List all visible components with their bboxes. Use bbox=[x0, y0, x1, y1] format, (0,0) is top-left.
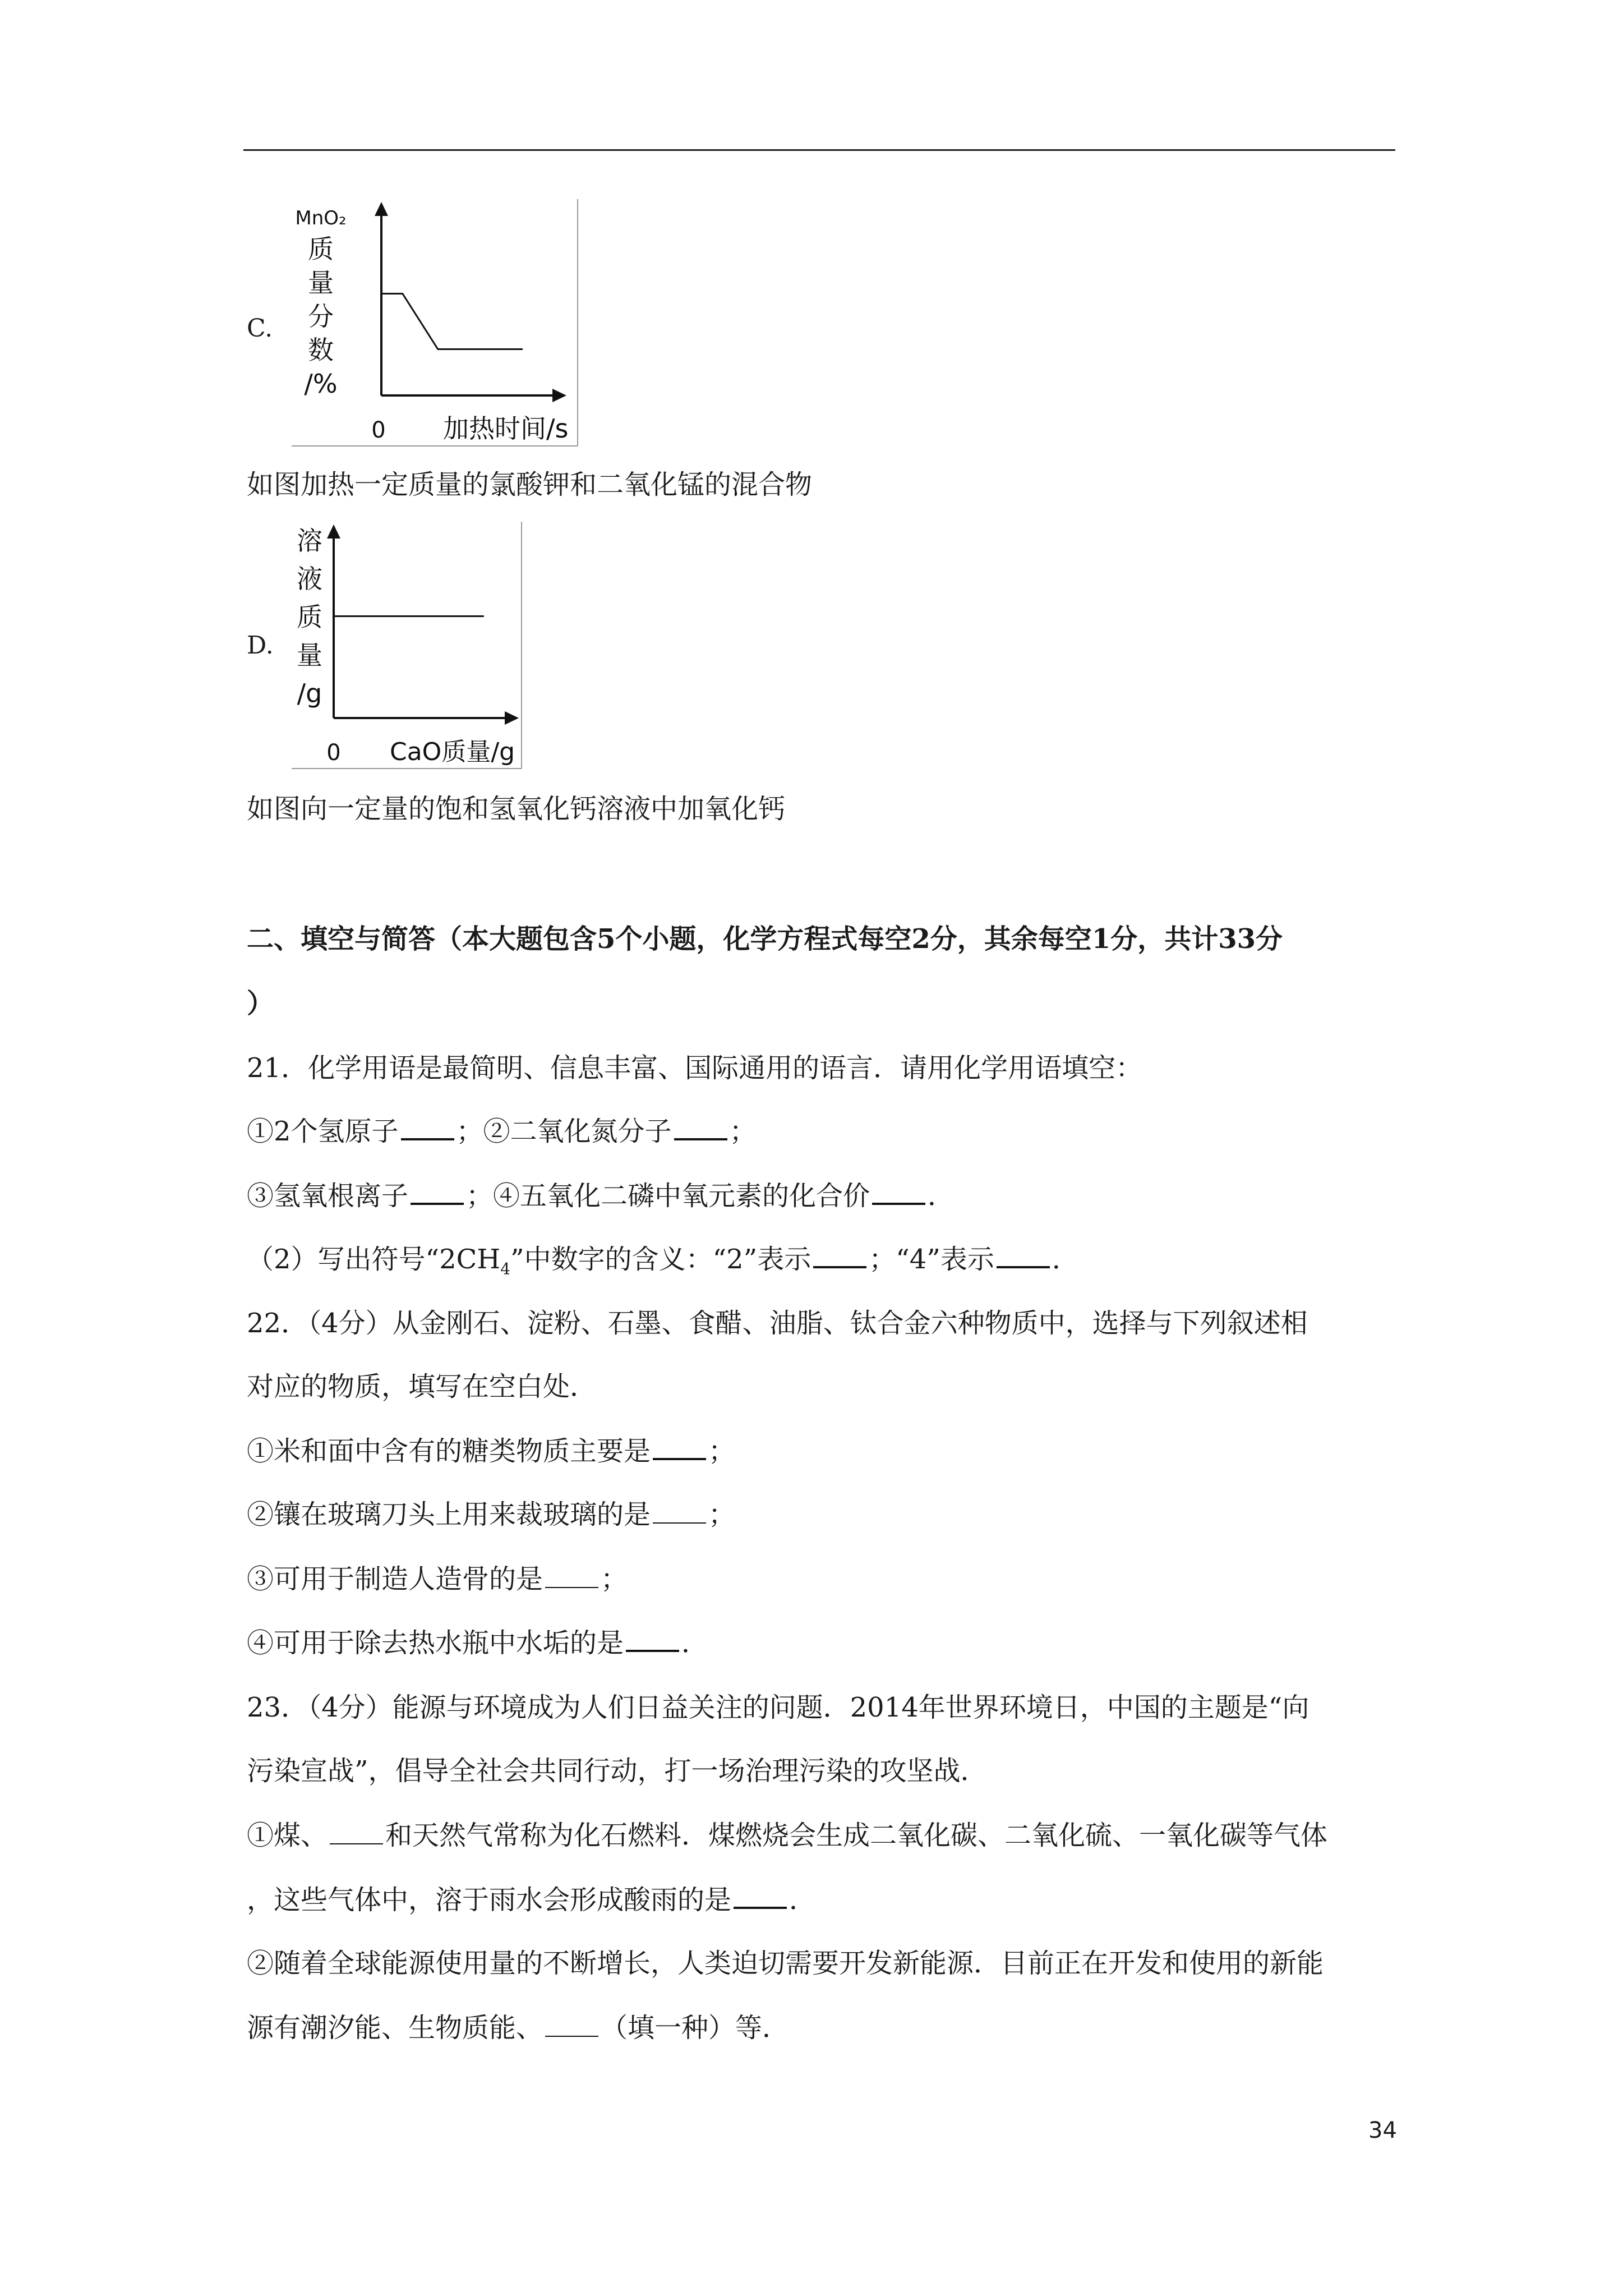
y-axis-label-line: 溶 bbox=[297, 526, 322, 556]
y-axis-label-line: 质 bbox=[297, 602, 322, 632]
q21-punct: ； bbox=[729, 1116, 757, 1147]
option-c-chart bbox=[286, 199, 600, 454]
option-c-y-arrow bbox=[375, 202, 388, 216]
q21-punct: ． bbox=[1052, 1244, 1079, 1275]
answer-blank[interactable] bbox=[872, 1178, 925, 1205]
q22-item-1 bbox=[247, 1433, 735, 1469]
answer-blank[interactable] bbox=[401, 1114, 454, 1140]
answer-blank[interactable] bbox=[545, 1562, 598, 1588]
q21-part-2-text: ；“4”表示 bbox=[869, 1244, 994, 1275]
answer-blank[interactable] bbox=[411, 1178, 464, 1205]
option-d-y-arrow bbox=[327, 524, 340, 539]
y-axis-label-line: 质 bbox=[308, 234, 334, 264]
q22-item-3 bbox=[247, 1561, 628, 1597]
subscript: 4 bbox=[500, 1259, 511, 1278]
q22-item-2 bbox=[247, 1497, 735, 1533]
q22-item-4 bbox=[247, 1625, 708, 1661]
answer-blank[interactable] bbox=[997, 1241, 1050, 1268]
answer-blank[interactable] bbox=[545, 2011, 598, 2037]
q21-part-2-text: ”中数字的含义：“2”表示 bbox=[510, 1244, 811, 1275]
answer-blank[interactable] bbox=[674, 1114, 727, 1140]
q21-item-4: ；④五氧化二磷中氧元素的化合价 bbox=[466, 1180, 870, 1212]
q21-item-2: ；②二氧化氮分子 bbox=[456, 1116, 672, 1147]
option-c-label: C. bbox=[247, 314, 273, 343]
q22-punct: ； bbox=[708, 1499, 736, 1530]
section-heading-close: ） bbox=[247, 988, 274, 1019]
answer-blank[interactable] bbox=[734, 1882, 787, 1909]
option-c-ylabel bbox=[295, 207, 346, 399]
y-axis-label-line: 量 bbox=[297, 640, 322, 670]
q22-item-text: ②镶在玻璃刀头上用来裁玻璃的是 bbox=[247, 1499, 651, 1530]
y-axis-label-line: 量 bbox=[308, 268, 334, 298]
option-d-caption: 如图向一定量的饱和氢氧化钙溶液中加氧化钙 bbox=[247, 793, 786, 825]
q22-punct: ； bbox=[708, 1435, 736, 1467]
q21-part-2-text: （2）写出符号“2CH bbox=[247, 1244, 501, 1275]
answer-blank[interactable] bbox=[653, 1498, 706, 1524]
q23-punct: ． bbox=[789, 1884, 817, 1916]
q23-intro: 23．（4分）能源与环境成为人们日益关注的问题．2014年世界环境日，中国的主题是“向 bbox=[247, 1692, 1310, 1723]
header-rule bbox=[243, 149, 1395, 151]
q23-text: ，这些气体中，溶于雨水会形成酸雨的是 bbox=[247, 1884, 732, 1916]
q23-text: （填一种）等． bbox=[601, 2012, 790, 2044]
q22-punct: ； bbox=[601, 1563, 628, 1595]
q23-part-1 bbox=[247, 1818, 1327, 1853]
option-c-caption: 如图加热一定质量的氯酸钾和二氧化锰的混合物 bbox=[247, 469, 813, 500]
option-c-series-line bbox=[381, 294, 523, 349]
q22-punct: ． bbox=[681, 1627, 709, 1659]
q22-item-text: ④可用于除去热水瓶中水垢的是 bbox=[247, 1627, 624, 1659]
q22-intro-cont: 对应的物质，填写在空白处． bbox=[247, 1371, 597, 1402]
q22-item-text: ①米和面中含有的糖类物质主要是 bbox=[247, 1435, 651, 1467]
q21-punct: ． bbox=[928, 1180, 955, 1212]
option-c-x-arrow bbox=[552, 389, 566, 402]
answer-blank[interactable] bbox=[813, 1241, 866, 1268]
answer-blank[interactable] bbox=[653, 1433, 706, 1460]
option-d-ylabel bbox=[297, 526, 322, 708]
option-c-origin: 0 bbox=[371, 417, 386, 443]
q21-item-1: ①2个氢原子 bbox=[247, 1116, 399, 1147]
y-axis-label-line: /% bbox=[304, 369, 338, 399]
y-axis-label-line: MnO₂ bbox=[295, 207, 347, 229]
y-axis-label-line: /g bbox=[297, 678, 322, 708]
y-axis-label-line: 数 bbox=[308, 335, 334, 365]
option-d-origin: 0 bbox=[326, 740, 341, 766]
q23-text: 源有潮汐能、生物质能、 bbox=[247, 2012, 543, 2044]
q23-intro-cont: 污染宣战”，倡导全社会共同行动，打一场治理污染的攻坚战． bbox=[247, 1755, 988, 1787]
q23-text: ①煤、 bbox=[247, 1820, 328, 1851]
y-axis-label-line: 分 bbox=[308, 301, 334, 332]
q23-part-1-cont bbox=[247, 1882, 816, 1918]
q22-item-text: ③可用于制造人造骨的是 bbox=[247, 1563, 543, 1595]
q23-part-2-cont bbox=[247, 2010, 789, 2046]
q21-line-2 bbox=[247, 1178, 955, 1214]
option-c-xlabel: 加热时间/s bbox=[443, 413, 569, 444]
option-d-chart bbox=[286, 522, 533, 777]
q23-text: 和天然气常称为化石燃料．煤燃烧会生成二氧化碳、二氧化硫、一氧化碳等气体 bbox=[385, 1820, 1328, 1851]
q21-line-1 bbox=[247, 1114, 757, 1149]
q21-intro: 21．化学用语是最简明、信息丰富、国际通用的语言．请用化学用语填空： bbox=[247, 1052, 1143, 1084]
answer-blank[interactable] bbox=[330, 1819, 383, 1844]
page-number: 34 bbox=[1368, 2118, 1397, 2143]
option-d-x-arrow bbox=[505, 711, 519, 725]
q23-part-2: ②随着全球能源使用量的不断增长，人类迫切需要开发新能源．目前正在开发和使用的新能 bbox=[247, 1948, 1324, 1979]
q21-item-3: ③氢氧根离子 bbox=[247, 1180, 409, 1212]
option-d-label: D. bbox=[247, 631, 274, 660]
answer-blank[interactable] bbox=[626, 1625, 679, 1652]
option-d-xlabel: CaO质量/g bbox=[390, 738, 515, 766]
q22-intro: 22．（4分）从金刚石、淀粉、石墨、食醋、油脂、钛合金六种物质中，选择与下列叙述相 bbox=[247, 1308, 1308, 1339]
q21-line-3 bbox=[247, 1241, 1079, 1287]
y-axis-label-line: 液 bbox=[297, 564, 322, 594]
section-heading: 二、填空与简答（本大题包含5个小题，化学方程式每空2分，其余每空1分，共计33分 bbox=[247, 923, 1283, 955]
